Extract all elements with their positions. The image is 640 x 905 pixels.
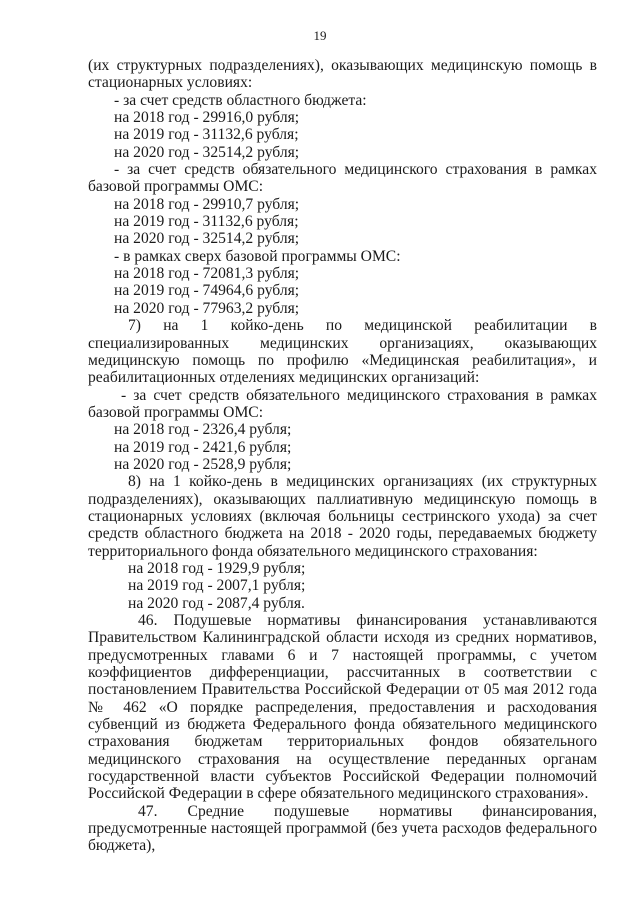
paragraph-item-7: 7) на 1 койко-день по медицинской реабилитации в специализированных медицинских организациях, оказывающих медицинскую помощь по профилю «Медицинская реабилитация», и реабилитационных отделениях медицинских организаций: bbox=[88, 317, 597, 387]
paragraph-item-8: 8) на 1 койко-день в медицинских организациях (их структурных подразделениях), оказывающих паллиативную медицинскую помощь в стационарных условиях (включая больницы сестринского ухода) за счет средств областного бюджета на 2018 - 2020 годы, передаваемых бюджету территориального фонда обязательного медицинского страхования: bbox=[88, 473, 597, 560]
list-item: на 2018 год - 2326,4 рубля; bbox=[114, 421, 292, 439]
list-item: на 2020 год - 32514,2 рубля; bbox=[114, 230, 300, 248]
list-item: на 2018 год - 29916,0 рубля; bbox=[114, 109, 300, 127]
list-item: на 2020 год - 77963,2 рубля; bbox=[114, 299, 300, 317]
paragraph-46: 46. Подушевые нормативы финансирования устанавливаются Правительством Калининградской области исходя из средних нормативов, предусмотренных главами 6 и 7 настоящей программы, с учетом коэффициентов дифференциации, рассчитанных в соответствии с постановлением Правительства Российской Федерации от 05 мая 2012 года № 462 «О порядке распределения, предоставления и расходования субвенций из бюджета Федерального фонда обязательного медицинского страхования бюджетам территориальных фондов обязательного медицинского страхования на осуществление переданных органам государственной власти субъектов Российской Федерации полномочий Российской Федерации в сфере обязательного медицинского страхования». bbox=[88, 612, 597, 803]
list-item: на 2019 год - 31132,6 рубля; bbox=[114, 126, 299, 144]
list-item: на 2018 год - 72081,3 рубля; bbox=[114, 265, 300, 283]
page-number: 19 bbox=[313, 28, 327, 43]
list-item: на 2019 год - 2007,1 рубля; bbox=[128, 577, 306, 595]
paragraph-47: 47. Средние подушевые нормативы финансирования, предусмотренные настоящей программой (без учета расходов федерального бюджета), bbox=[88, 802, 597, 855]
list-item: на 2018 год - 29910,7 рубля; bbox=[114, 195, 300, 213]
list-item: - за счет средств областного бюджета: bbox=[114, 91, 367, 109]
list-item: на 2020 год - 2528,9 рубля; bbox=[114, 455, 292, 473]
paragraph: - за счет средств обязательного медицинского страхования в рамках базовой программы ОМС: bbox=[88, 161, 597, 196]
list-item: на 2019 год - 31132,6 рубля; bbox=[114, 213, 299, 231]
list-item: на 2020 год - 2087,4 рубля. bbox=[128, 594, 305, 612]
list-item: на 2018 год - 1929,9 рубля; bbox=[128, 559, 306, 577]
list-item: на 2019 год - 2421,6 рубля; bbox=[114, 438, 292, 456]
list-item: - в рамках сверх базовой программы ОМС: bbox=[114, 247, 401, 265]
paragraph: - за счет средств обязательного медицинского страхования в рамках базовой программы ОМС: bbox=[88, 386, 597, 421]
list-item: на 2020 год - 32514,2 рубля; bbox=[114, 143, 300, 161]
document-body bbox=[88, 57, 597, 855]
list-item: на 2019 год - 74964,6 рубля; bbox=[114, 282, 300, 300]
paragraph-continuation: (их структурных подразделениях), оказывающих медицинскую помощь в стационарных условиях: bbox=[88, 57, 597, 92]
